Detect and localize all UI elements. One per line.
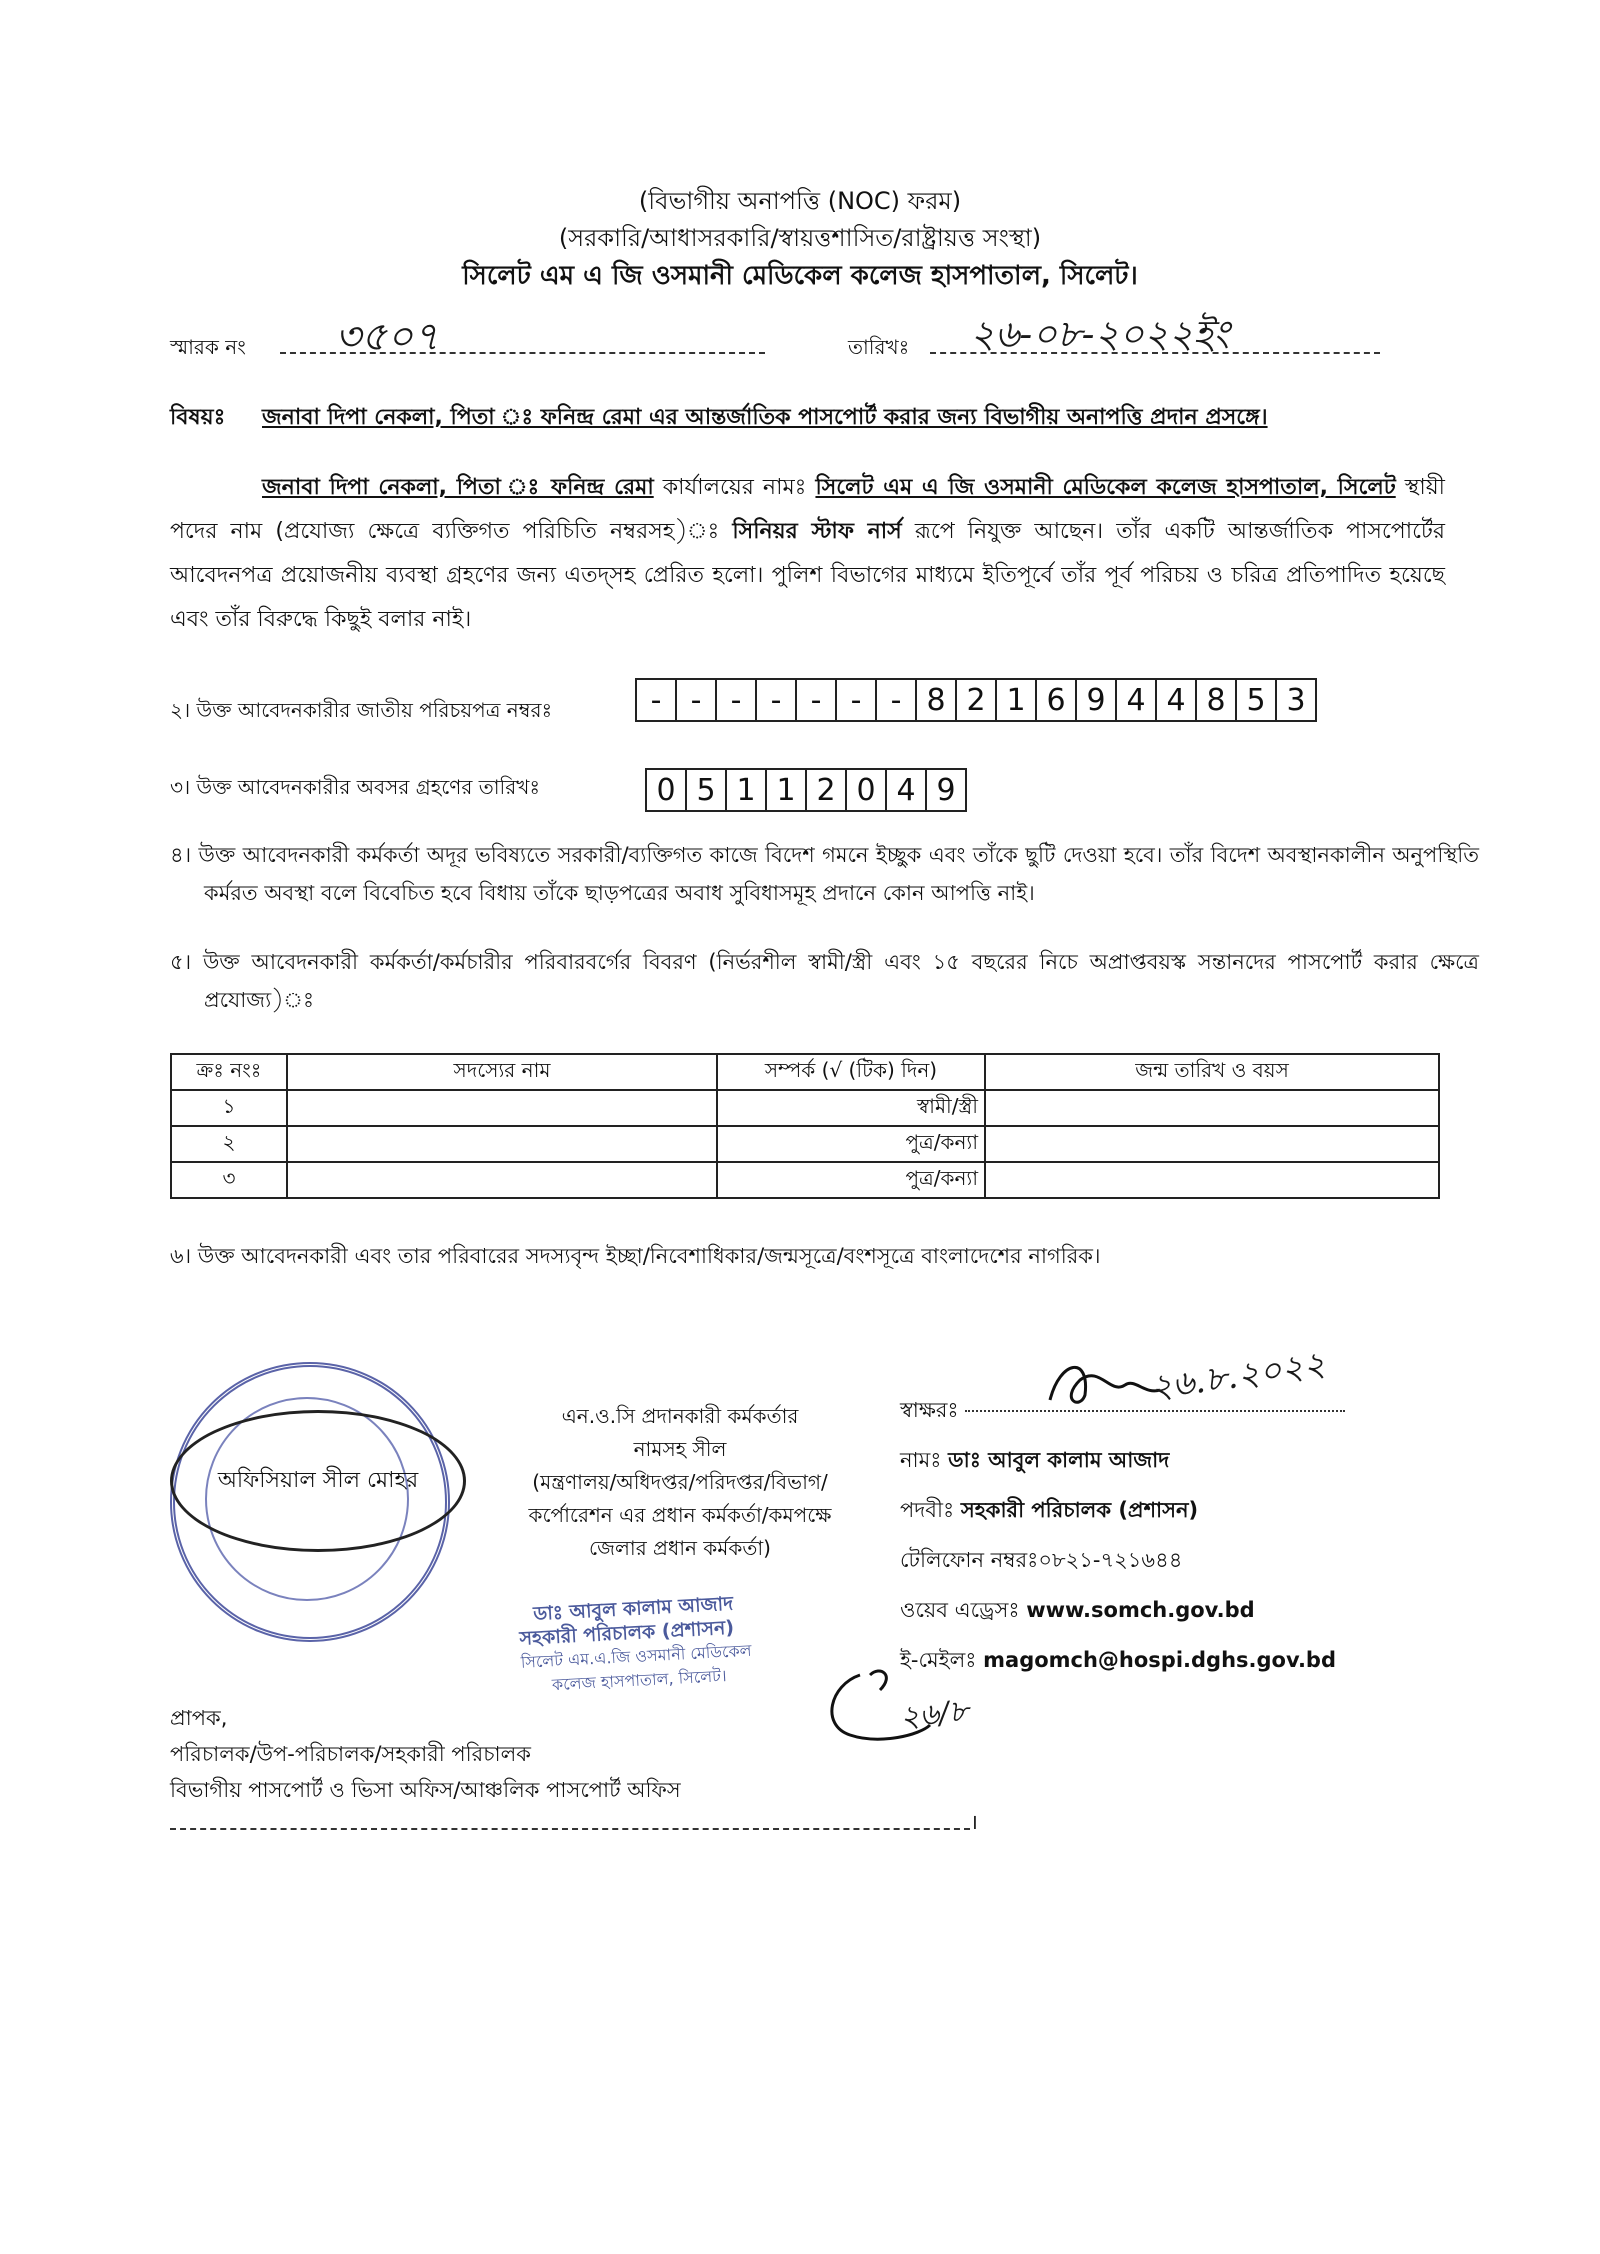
row-serial: ৩ [171,1162,287,1198]
signatory-name: ডাঃ আবুল কালাম আজাদ [948,1448,1170,1472]
noc-officer-block: এন.ও.সি প্রদানকারী কর্মকর্তার নামসহ সীল (মন্ত্রণালয়/অধিদপ্তর/পরিদপ্তর/বিভাগ/ কর্পোরেশন এর প্রধান কর্মকর্তা/কমপক্ষে জেলার প্রধান কর্মকর্তা) [528,1404,832,1560]
retirement-digit-box: 9 [926,769,966,811]
nid-digit-boxes [635,678,1317,722]
nid-digit-box: 8 [1196,679,1236,721]
post-name: সিনিয়র স্টাফ নার্স [732,519,902,544]
nid-digit-box: 8 [916,679,956,721]
row-relation: পুত্র/কন্যা [717,1126,985,1162]
retirement-digit-box: 0 [646,769,686,811]
nid-digit-box: 6 [1036,679,1076,721]
applicant-name: জনাবা দিপা নেকলা, পিতা ঃ ফনিন্দ্র রেমা [262,475,654,500]
row-member-name [287,1126,717,1162]
retirement-date-label: ৩। উক্ত আবেদনকারীর অবসর গ্রহণের তারিখঃ [170,775,541,799]
initials-date: ২৬/৮ [898,1693,971,1736]
table-row [171,1126,1439,1162]
nid-digit-box: - [636,679,676,721]
subject-text: জনাবা দিপা নেকলা, পিতা ঃ ফনিন্দ্র রেমা এর আন্তর্জাতিক পাসপোর্ট করার জন্য বিভাগীয় অনাপত্তি প্রদান প্রসঙ্গে। [262,405,1268,430]
memo-no-value: ৩৫০৭ [335,314,439,360]
row-member-name [287,1090,717,1126]
signature-label: স্বাক্ষরঃ [900,1398,959,1422]
retirement-digit-box: 1 [766,769,806,811]
clause-5: ৫। উক্ত আবেদনকারী কর্মকর্তা/কর্মচারীর পরিবারবর্গের বিবরণ (নির্ভরশীল স্বামী/স্ত্রী এবং ১৫ বছরের নিচে অপ্রাপ্তবয়স্ক সন্তানদের পাসপোর্ট করার ক্ষেত্রে প্রযোজ্য)ঃ [170,950,1479,1012]
form-title: (বিভাগীয় অনাপত্তি (NOC) ফরম) [638,187,962,215]
date-label: তারিখঃ [848,335,910,359]
nid-label: ২। উক্ত আবেদনকারীর জাতীয় পরিচয়পত্র নম্বরঃ [170,698,553,722]
nid-digit-box: - [796,679,836,721]
retirement-digit-box: 0 [846,769,886,811]
table-row [171,1162,1439,1198]
nid-digit-box: - [716,679,756,721]
nid-digit-box: 9 [1076,679,1116,721]
table-header-row [171,1054,1439,1090]
col-header-serial: ক্রঃ নংঃ [171,1054,287,1090]
row-dob [985,1162,1439,1198]
row-relation: পুত্র/কন্যা [717,1162,985,1198]
recipient-address-line: । [170,1808,978,1836]
nid-digit-box: 4 [1156,679,1196,721]
row-dob [985,1090,1439,1126]
col-header-relation: সম্পর্ক (√ (টিক) দিন) [717,1054,985,1090]
nid-digit-box: 2 [956,679,996,721]
body-paragraph: জনাবা দিপা নেকলা, পিতা ঃ ফনিন্দ্র রেমা কার্যালয়ের নামঃ সিলেট এম এ জি ওসমানী মেডিকেল কলেজ হাসপাতাল, সিলেট স্থায়ী পদের নাম (প্রযোজ্য ক্ষেত্রে ব্যক্তিগত পরিচিতি নম্বরসহ)ঃ সিনিয়র স্টাফ নার্স রূপে নিযুক্ত আছেন। তাঁর একটি আন্তর্জাতিক পাসপোর্টের আবেদনপত্র প্রয়োজনীয় ব্যবস্থা গ্রহণের জন্য এতদ্সহ প্রেরিত হলো। পুলিশ বিভাগের মাধ্যমে ইতিপূর্বে তাঁর পূর্ব পরিচয় ও চরিত্র প্রতিপাদিত হয়েছে এবং তাঁর বিরুদ্ধে কিছুই বলার নাই। [170,475,1445,632]
nid-digit-box: - [836,679,876,721]
col-header-member-name: সদস্যের নাম [287,1054,717,1090]
signature-block: স্বাক্ষরঃ নামঃ ডাঃ আবুল কালাম আজাদ পদবীঃ সহকারী পরিচালক (প্রশাসন) টেলিফোন নম্বরঃ০৮২১-৭২১৬৪৪ ওয়েব এড্রেসঃ www.somch.gov.bd ই-মেইলঃ magomch@hospi.dghs.gov.bd [900,1385,1440,1685]
retirement-digit-box: 4 [886,769,926,811]
row-serial: ২ [171,1126,287,1162]
nid-digit-box: 1 [996,679,1036,721]
table-row [171,1090,1439,1126]
nid-digit-box: 5 [1236,679,1276,721]
signature-date: ২৬.৮.২০২২ [1147,1343,1328,1409]
family-members-table [170,1053,1440,1199]
row-relation: স্বামী/স্ত্রী [717,1090,985,1126]
row-serial: ১ [171,1090,287,1126]
col-header-dob-age: জন্ম তারিখ ও বয়স [985,1054,1439,1090]
subject-label: বিষয়ঃ [170,405,226,430]
signatory-website: www.somch.gov.bd [1026,1598,1255,1622]
retirement-digit-boxes [645,768,967,812]
nid-digit-box: - [756,679,796,721]
memo-no-label: স্মারক নং [170,335,246,359]
officer-rubber-stamp: ডাঃ আবুল কালাম আজাদ সহকারী পরিচালক (প্রশাসন) সিলেট এম.এ.জি ওসমানী মেডিকেল কলেজ হাসপাতাল, সিলেট। [519,1592,753,1695]
nid-digit-box: - [876,679,916,721]
signatory-phone: ০৮২১-৭২১৬৪৪ [1038,1548,1183,1572]
retirement-digit-box: 1 [726,769,766,811]
signatory-email: magomch@hospi.dghs.gov.bd [983,1648,1336,1672]
date-value: ২৬-০৮-২০২২ইং [970,312,1230,356]
nid-digit-box: - [676,679,716,721]
hospital-name: সিলেট এম এ জি ওসমানী মেডিকেল কলেজ হাসপাতাল, সিলেট। [462,261,1138,291]
clause-4: ৪। উক্ত আবেদনকারী কর্মকর্তা অদূর ভবিষ্যতে সরকারী/ব্যক্তিগত কাজে বিদেশ গমনে ইচ্ছুক এবং তাঁকে ছুটি দেওয়া হবে। তাঁর বিদেশ অবস্থানকালীন অনুপস্থিতি কর্মরত অবস্থা বলে বিবেচিত হবে বিধায় তাঁকে ছাড়পত্রের অবাধ সুবিধাসমূহ প্রদানে কোন আপত্তি নাই। [170,843,1479,905]
signatory-post: সহকারী পরিচালক (প্রশাসন) [960,1498,1199,1522]
row-member-name [287,1162,717,1198]
recipient-block: প্রাপক, পরিচালক/উপ-পরিচালক/সহকারী পরিচালক বিভাগীয় পাসপোর্ট ও ভিসা অফিস/আঞ্চলিক পাসপোর্ট অফিস [170,1706,681,1802]
office-name: সিলেট এম এ জি ওসমানী মেডিকেল কলেজ হাসপাতাল, সিলেট [815,475,1396,500]
retirement-digit-box: 2 [806,769,846,811]
nid-digit-box: 3 [1276,679,1316,721]
form-subtitle: (সরকারি/আধাসরকারি/স্বায়ত্তশাসিত/রাষ্ট্রায়ত্ত সংস্থা) [558,224,1042,252]
retirement-digit-box: 5 [686,769,726,811]
row-dob [985,1126,1439,1162]
clause-6: ৬। উক্ত আবেদনকারী এবং তার পরিবারের সদস্যবৃন্দ ইচ্ছা/নিবেশাধিকার/জন্মসূত্রে/বংশসূত্রে বাংলাদেশের নাগরিক। [170,1244,1101,1268]
nid-digit-box: 4 [1116,679,1156,721]
official-seal-label: অফিসিয়াল সীল মোহর [170,1410,466,1552]
